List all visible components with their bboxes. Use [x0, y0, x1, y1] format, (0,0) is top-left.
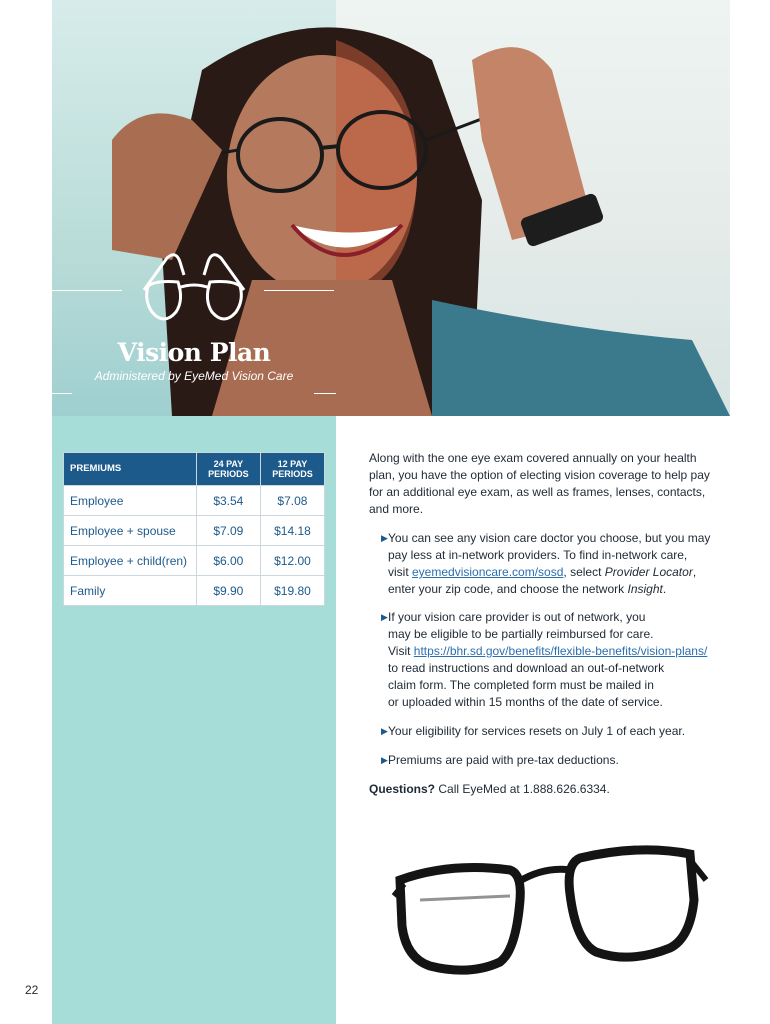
- header-12-pay-periods: [260, 453, 324, 486]
- intro-line: Along with the one eye exam covered annually on your health: [369, 451, 697, 465]
- intro-line: plan, you have the option of electing vision coverage to help pay: [369, 468, 710, 482]
- bullet-out-of-network: [381, 609, 726, 711]
- intro-line: and more.: [369, 502, 424, 516]
- table-row: [64, 486, 325, 516]
- bhr-vision-plans-link[interactable]: https://bhr.sd.gov/benefits/flexible-benefits/vision-plans/: [413, 644, 708, 658]
- insight-text: Insight: [627, 582, 663, 596]
- page-title: Vision Plan: [117, 338, 271, 367]
- bullet2-line1: If your vision care provider is out of network, you: [388, 610, 646, 624]
- row-label: Employee + spouse: [64, 516, 197, 546]
- bullet-arrow-icon: ▶: [381, 533, 388, 543]
- bullet1-line3-post: ,: [692, 565, 697, 579]
- black-eyeglasses-image: [390, 840, 710, 980]
- decor-line-right: [264, 290, 334, 291]
- decor-line-bottom-left: [52, 393, 72, 394]
- cell-24: $7.09: [196, 516, 260, 546]
- intro-paragraph: [369, 450, 719, 518]
- bullet-text: [381, 609, 726, 711]
- bullet-arrow-icon: ▶: [381, 755, 388, 765]
- bullet1-line4-post: .: [662, 582, 667, 596]
- bullet2-line3-pre: Visit: [388, 644, 414, 658]
- intro-line: for an additional eye exam, as well as frames, lenses, contacts,: [369, 485, 706, 499]
- cell-12: $19.80: [260, 576, 324, 606]
- eyemed-link[interactable]: eyemedvisioncare.com/sosd: [412, 565, 564, 579]
- cell-24: $6.00: [196, 546, 260, 576]
- row-label: Employee + child(ren): [64, 546, 197, 576]
- bullet2-line6: or uploaded within 15 months of the date of service.: [388, 695, 663, 709]
- cell-12: $12.00: [260, 546, 324, 576]
- bullet-text: Premiums are paid with pre-tax deductions.: [388, 753, 619, 767]
- bullet-pretax: [381, 752, 726, 769]
- table-row: [64, 516, 325, 546]
- cell-12: $7.08: [260, 486, 324, 516]
- bullet1-line4-pre: enter your zip code, and choose the network: [388, 582, 628, 596]
- row-label: Family: [64, 576, 197, 606]
- row-label: Employee: [64, 486, 197, 516]
- table-row: [64, 576, 325, 606]
- bullet-eligibility: [381, 723, 726, 740]
- header-12-line2: PERIODS: [272, 469, 313, 479]
- bullet-text: Your eligibility for services resets on July 1 of each year.: [388, 724, 686, 738]
- bullet1-line3-pre: visit: [388, 565, 412, 579]
- bullet-text: [381, 530, 726, 598]
- decor-line-bottom-right: [314, 393, 336, 394]
- bullet-arrow-icon: ▶: [381, 726, 388, 736]
- table-row: [64, 546, 325, 576]
- header-24-line1: 24 PAY: [213, 459, 244, 469]
- bullet-arrow-icon: ▶: [381, 612, 388, 622]
- bullet2-line5: claim form. The completed form must be mailed in: [388, 678, 654, 692]
- cell-24: $3.54: [196, 486, 260, 516]
- bullet1-line2: pay less at in-network providers. To find in-network care,: [388, 548, 688, 562]
- bullet2-line4: to read instructions and download an out-of-network: [388, 661, 665, 675]
- hero-photo: [52, 0, 730, 416]
- decor-line-left: [52, 290, 122, 291]
- header-12-line1: 12 PAY: [277, 459, 308, 469]
- bullet2-line2: may be eligible to be partially reimbursed for care.: [388, 627, 654, 641]
- bullet-find-doctor: [381, 530, 726, 598]
- bullet1-line1: You can see any vision care doctor you choose, but you may: [388, 531, 711, 545]
- questions-label: Questions?: [369, 782, 436, 796]
- cell-12: $14.18: [260, 516, 324, 546]
- provider-locator-text: Provider Locator: [604, 565, 693, 579]
- questions-text: Call EyeMed at 1.888.626.6334.: [435, 782, 610, 796]
- page-number: 22: [25, 983, 39, 997]
- cell-24: $9.90: [196, 576, 260, 606]
- header-premiums: PREMIUMS: [64, 453, 197, 486]
- bullet1-line3-mid: , select: [563, 565, 605, 579]
- header-24-pay-periods: [196, 453, 260, 486]
- table-header-row: [64, 453, 325, 486]
- premiums-table: [63, 452, 325, 606]
- header-24-line2: PERIODS: [208, 469, 249, 479]
- questions-line: [369, 781, 719, 798]
- page-subtitle: Administered by EyeMed Vision Care: [94, 369, 294, 383]
